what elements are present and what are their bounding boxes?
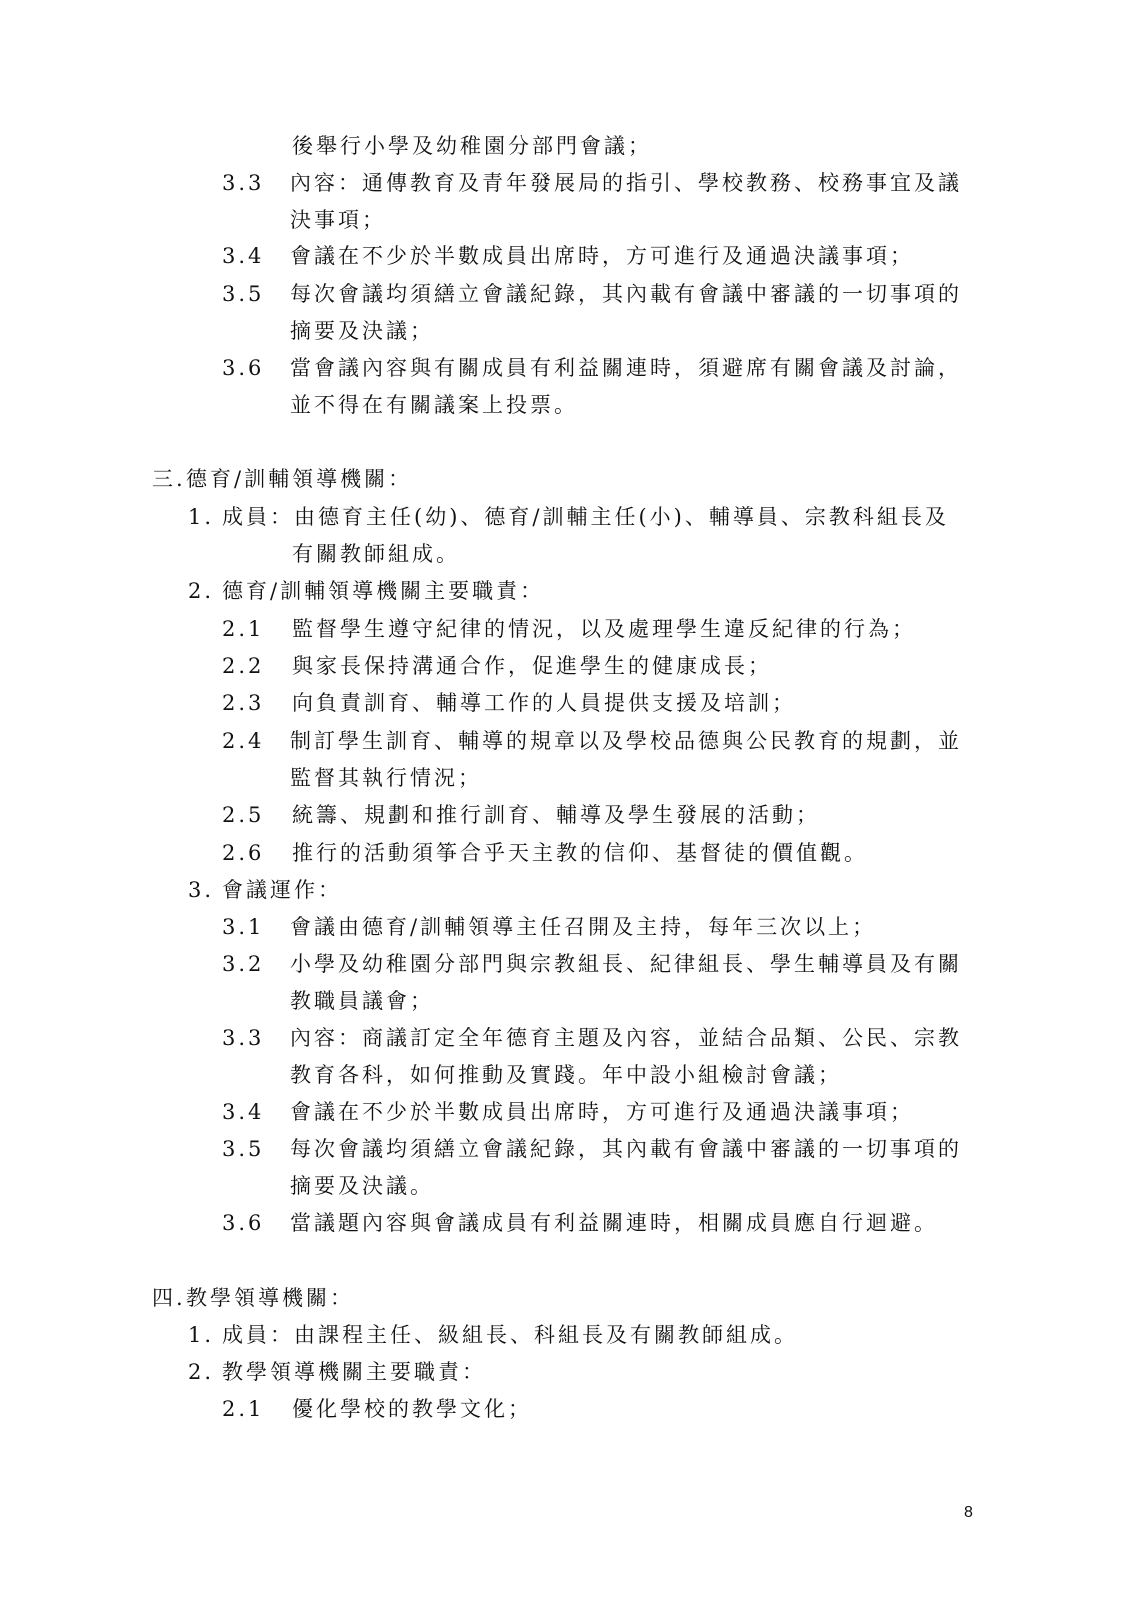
item-number: 1. [188, 1323, 215, 1347]
item-number: 3.4 [222, 1100, 265, 1124]
item-text: 優化學校的教學文化； [292, 1397, 532, 1421]
item-text: 每次會議均須繕立會議紀錄，其內載有會議中審議的一切事項的 [290, 1137, 962, 1161]
item-text: 監督學生遵守紀律的情況，以及處理學生違反紀律的行為； [292, 617, 916, 641]
item-text: 監督其執行情況； [290, 766, 482, 790]
item-number: 四. [152, 1286, 186, 1310]
item-number: 三. [152, 467, 186, 491]
item-number: 2.4 [222, 729, 265, 753]
item-number: 3.5 [222, 282, 265, 306]
item-number: 2. [188, 579, 215, 603]
item-text: 與家長保持溝通合作，促進學生的健康成長； [292, 654, 772, 678]
item-text: 推行的活動須筝合乎天主教的信仰、基督徒的價值觀。 [292, 841, 868, 865]
item-number: 2. [188, 1360, 215, 1384]
item-text: 有關教師組成。 [292, 542, 460, 566]
item-text: 內容：商議訂定全年德育主題及內容，並結合品類、公民、宗教 [290, 1026, 962, 1050]
item-number: 3.6 [222, 1211, 265, 1235]
item-number: 2.3 [222, 691, 265, 715]
item-text: 摘要及決議。 [290, 1174, 434, 1198]
item-number: 1. [188, 505, 215, 529]
item-text: 內容：通傳教育及青年發展局的指引、學校教務、校務事宜及議 [290, 171, 962, 195]
item-text: 向負責訓育、輔導工作的人員提供支援及培訓； [292, 691, 796, 715]
item-text: 當議題內容與會議成員有利益關連時，相關成員應自行迴避。 [290, 1211, 938, 1235]
item-text: 制訂學生訓育、輔導的規章以及學校品德與公民教育的規劃，並 [290, 729, 962, 753]
item-text: 教學領導機關主要職責： [222, 1360, 486, 1384]
item-text: 成員：由德育主任(幼)、德育/訓輔主任(小)、輔導員、宗教科組長及 [222, 505, 949, 529]
item-text: 小學及幼稚園分部門與宗教組長、紀律組長、學生輔導員及有關 [290, 952, 962, 976]
item-text: 會議在不少於半數成員出席時，方可進行及通過決議事項； [290, 1100, 914, 1124]
item-text: 成員：由課程主任、級組長、科組長及有關教師組成。 [222, 1323, 798, 1347]
item-text: 統籌、規劃和推行訓育、輔導及學生發展的活動； [292, 803, 820, 827]
item-text: 每次會議均須繕立會議紀錄，其內載有會議中審議的一切事項的 [290, 282, 962, 306]
item-number: 3.3 [222, 171, 265, 195]
item-text: 會議運作： [222, 878, 342, 902]
item-number: 2.1 [222, 617, 265, 641]
item-text: 會議由德育/訓輔領導主任召開及主持，每年三次以上； [290, 915, 877, 939]
item-number: 3.4 [222, 244, 265, 268]
item-text: 教職員議會； [290, 989, 434, 1013]
item-text: 教學領導機關： [186, 1286, 354, 1310]
item-number: 3.2 [222, 952, 265, 976]
item-text: 德育/訓輔領導機關： [186, 467, 413, 491]
item-text: 並不得在有關議案上投票。 [290, 393, 578, 417]
item-text: 會議在不少於半數成員出席時，方可進行及通過決議事項； [290, 244, 914, 268]
item-text: 德育/訓輔領導機關主要職責： [222, 579, 545, 603]
item-text: 決事項； [290, 208, 386, 232]
item-number: 2.2 [222, 654, 265, 678]
item-text: 後舉行小學及幼稚園分部門會議； [292, 134, 652, 158]
item-number: 3.6 [222, 356, 265, 380]
item-text: 當會議內容與有關成員有利益關連時，須避席有關會議及討論， [290, 356, 962, 380]
item-number: 3.5 [222, 1137, 265, 1161]
item-text: 摘要及決議； [290, 319, 434, 343]
item-number: 3.3 [222, 1026, 265, 1050]
item-number: 3.1 [222, 915, 265, 939]
item-number: 2.6 [222, 841, 265, 865]
page-number: 8 [964, 1504, 973, 1521]
item-number: 2.1 [222, 1397, 265, 1421]
item-number: 3. [188, 878, 215, 902]
item-number: 2.5 [222, 803, 265, 827]
item-text: 教育各科，如何推動及實踐。年中設小組檢討會議； [290, 1063, 842, 1087]
